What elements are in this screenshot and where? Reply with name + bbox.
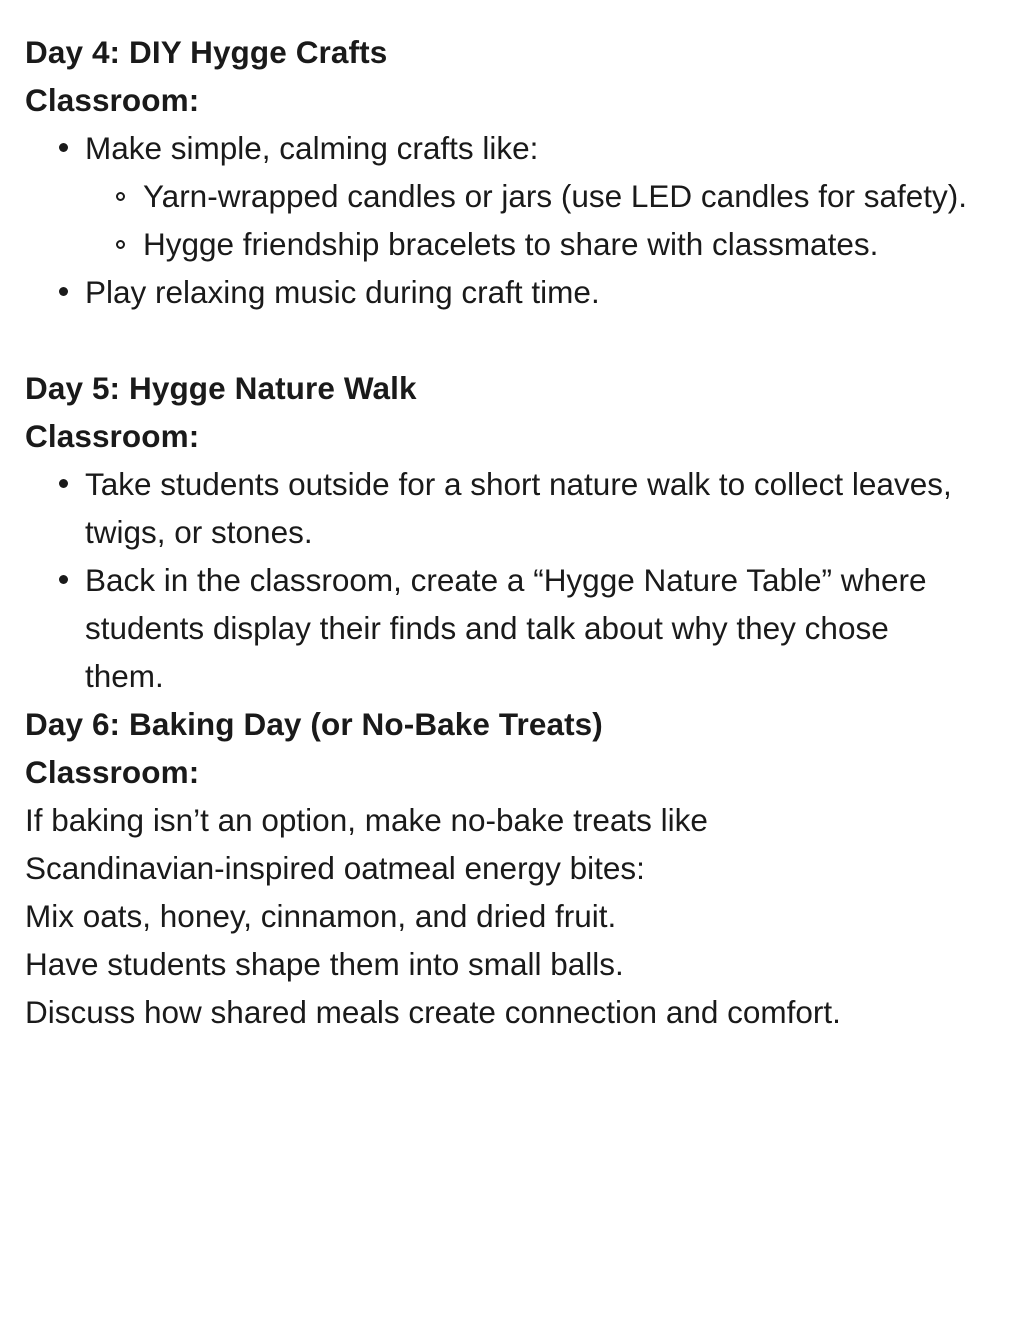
section-heading-day-6: Day 6: Baking Day (or No-Bake Treats) [25,706,603,742]
disc-bullet-icon [59,575,68,584]
circle-bullet-icon [116,240,125,249]
list-item-text: Back in the classroom, create a “Hygge Nature Table” where students display their finds and talk about why they chose them. [85,562,927,694]
bullet-list-day-4 [25,124,984,316]
paragraph-line: Discuss how shared meals create connection and comfort. [25,994,841,1030]
document-body [25,28,984,1036]
list-item-text: Play relaxing music during craft time. [85,274,600,310]
list-item-text: Hygge friendship bracelets to share with classmates. [143,226,879,262]
section-heading-day-5: Day 5: Hygge Nature Walk [25,370,417,406]
section-subheading-day-4: Classroom: [25,82,200,118]
paragraph-line: Scandinavian-inspired oatmeal energy bites: [25,850,645,886]
section-heading-day-4: Day 4: DIY Hygge Crafts [25,34,388,70]
list-item-text: Take students outside for a short nature walk to collect leaves, twigs, or stones. [85,466,952,550]
section-day-4 [25,28,984,316]
paragraph-line: Mix oats, honey, cinnamon, and dried fruit. [25,898,617,934]
list-item [25,460,970,556]
list-item [85,220,970,268]
list-item [25,268,970,316]
section-day-5 [25,364,984,700]
disc-bullet-icon [59,287,68,296]
disc-bullet-icon [59,479,68,488]
sub-bullet-list [85,172,970,268]
paragraph-line: Have students shape them into small balls. [25,946,624,982]
list-item [25,124,970,268]
paragraph-line: If baking isn’t an option, make no-bake treats like [25,802,708,838]
disc-bullet-icon [59,143,68,152]
section-day-6 [25,700,984,1036]
list-item [85,172,970,220]
section-subheading-day-5: Classroom: [25,418,200,454]
section-subheading-day-6: Classroom: [25,754,200,790]
list-item-text: Yarn-wrapped candles or jars (use LED candles for safety). [143,178,968,214]
list-item [25,556,970,700]
list-item-text: Make simple, calming crafts like: [85,130,539,166]
circle-bullet-icon [116,192,125,201]
section-gap [25,316,984,364]
bullet-list-day-5 [25,460,984,700]
